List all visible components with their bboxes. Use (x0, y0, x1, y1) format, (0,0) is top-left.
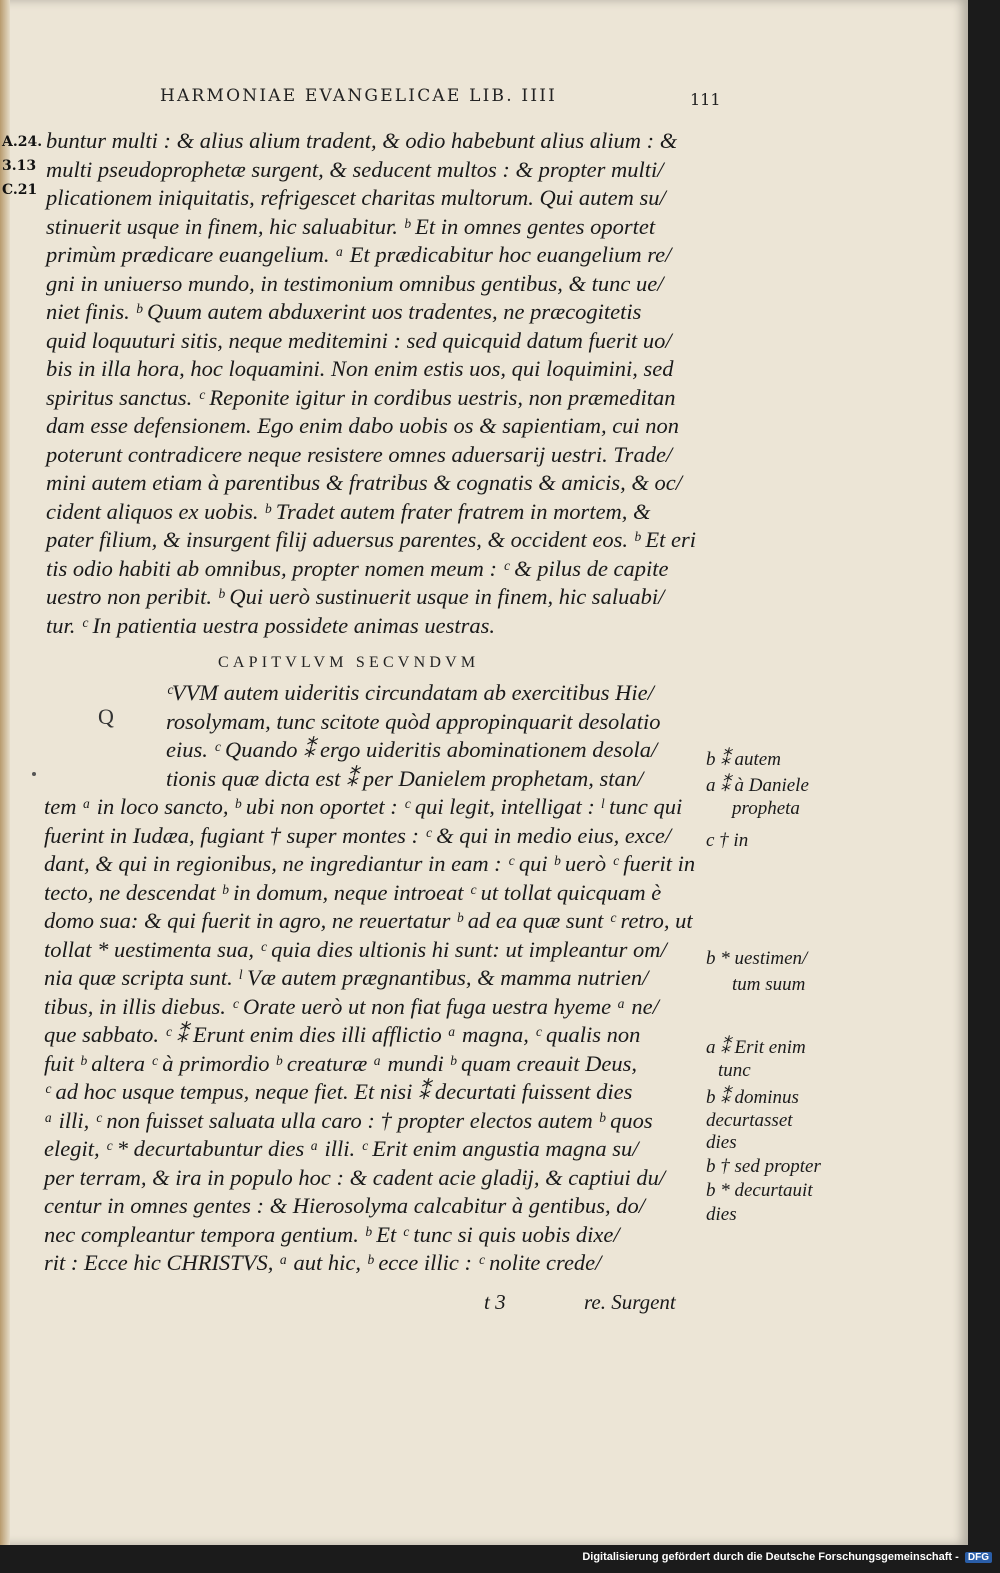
text-line: mini autem etiam à parentibus & fratribus & cognatis & amicis, & oc/ (46, 470, 683, 495)
page-edge (0, 0, 10, 1545)
text-line: dant, & qui in regionibus, ne ingrediantur in eam : ᶜ qui ᵇ uerò ᶜ fuerit in (44, 851, 696, 876)
text-line: uestro non peribit. ᵇ Qui uerò sustinuerit usque in finem, hic saluabi/ (46, 584, 665, 609)
text-line: centur in omnes gentes : & Hierosolyma calcabitur à gentibus, do/ (44, 1193, 645, 1218)
marginal-note: b † sed propter (706, 1156, 821, 1177)
text-line: per terram, & ira in populo hoc : & cadent acie gladij, & captiui du/ (44, 1164, 666, 1190)
text-line: primùm prædicare euangelium. ᵃ Et prædicabitur hoc euangelium re/ (46, 242, 672, 267)
text-line: buntur multi : & alius alium tradent, & odio habebunt alius alium : & (46, 128, 678, 153)
initial-mark: Q (98, 704, 114, 729)
text-line: fuit ᵇ altera ᶜ à primordio ᵇ creaturæ ᵃ mundi ᵇ quam creauit Deus, (44, 1050, 638, 1076)
text-line: ᶜVVM autem uideritis circundatam ab exercitibus Hie/ (166, 680, 654, 705)
text-line: tem ᵃ in loco sancto, ᵇ ubi non oportet : ᶜ qui legit, intelligat : ˡ tunc qui (44, 794, 683, 819)
margin-ref: 3.13 (2, 158, 37, 174)
marginal-note: dies (706, 1132, 737, 1153)
text-line: rit : Ecce hic CHRISTVS, ᵃ aut hic, ᵇ ecce illic : ᶜ nolite crede/ (44, 1250, 602, 1275)
funding-credit (582, 1551, 992, 1563)
text-line: nec compleantur tempora gentium. ᵇ Et ᶜ tunc si quis uobis dixe/ (44, 1221, 620, 1247)
text-line: multi pseudoprophetæ surgent, & seducent multos : & propter multi/ (46, 156, 664, 182)
text-line: tollat * uestimenta sua, ᶜ quia dies ultionis hi sunt: ut impleantur om/ (44, 936, 667, 962)
text-line: tecto, ne descendat ᵇ in domum, neque introeat ᶜ ut tollat quicquam è (44, 879, 662, 905)
signature-mark: t 3 (484, 1290, 506, 1314)
text-line: nia quæ scripta sunt. ˡ Væ autem prægnantibus, & mamma nutrien/ (44, 965, 649, 990)
text-line: plicationem iniquitatis, refrigescet charitas multorum. Qui autem su/ (46, 185, 666, 210)
text-line: bis in illa hora, hoc loquamini. Non enim estis uos, qui loquimini, sed (46, 356, 674, 381)
funding-text: Digitalisierung gefördert durch die Deutsche Forschungsgemeinschaft - (582, 1551, 959, 1563)
text-line: spiritus sanctus. ᶜ Reponite igitur in cordibus uestris, non præmeditan (46, 384, 676, 410)
marginal-note: c † in (706, 830, 749, 851)
marginal-note: b ⁑ dominus (706, 1087, 799, 1108)
text-line: cident aliquos ex uobis. ᵇ Tradet autem frater fratrem in mortem, & (46, 498, 651, 524)
ink-dot (32, 772, 36, 776)
text-line: que sabbato. ᶜ ⁑ Erunt enim dies illi afflictio ᵃ magna, ᶜ qualis non (44, 1022, 641, 1047)
marginal-note: tunc (718, 1060, 751, 1081)
marginal-note: b ⁑ autem (706, 749, 781, 770)
text-line: stinuerit usque in finem, hic saluabitur. ᵇ Et in omnes gentes oportet (46, 213, 656, 239)
text-line: dam esse defensionem. Ego enim dabo uobis os & sapientiam, cui non (46, 413, 680, 438)
text-line: ᵃ illi, ᶜ non fuisset saluata ulla caro : † propter electos autem ᵇ quos (44, 1107, 653, 1133)
text-line: tionis quæ dicta est ⁑ per Danielem prophetam, stan/ (166, 765, 644, 791)
text-line: eius. ᶜ Quando ⁑ ergo uideritis abominationem desola/ (166, 737, 658, 762)
dfg-logo: DFG (965, 1552, 992, 1563)
text-line: niet finis. ᵇ Quum autem abduxerint uos tradentes, ne præcogitetis (46, 299, 642, 324)
text-line: ᶜ ad hoc usque tempus, neque fiet. Et nisi ⁑ decurtati fuissent dies (44, 1079, 633, 1104)
marginal-note: decurtasset (706, 1110, 793, 1131)
marginal-note: propheta (732, 798, 800, 819)
text-line: rosolymam, tunc scitote quòd appropinquarit desolatio (166, 708, 661, 734)
marginal-note: dies (706, 1204, 737, 1225)
text-line: poterunt contradicere neque resistere omnes aduersarij uestri. Trade/ (46, 441, 673, 467)
folio-number: 111 (690, 90, 721, 109)
catchword: re. Surgent (584, 1290, 676, 1314)
text-line: fuerint in Iudæa, fugiant † super montes : ᶜ & qui in medio eius, exce/ (44, 822, 672, 848)
chapter-heading: CAPITVLVM SECVNDVM (218, 654, 480, 671)
marginal-note: b * decurtauit (706, 1180, 813, 1201)
marginal-note: b * uestimen/ (706, 948, 808, 969)
text-line: pater filium, & insurgent filij aduersus parentes, & occident eos. ᵇ Et eri (46, 527, 696, 552)
text-line: tur. ᶜ In patientia uestra possidete animas uestras. (46, 612, 496, 638)
marginal-note: a ⁑ à Daniele (706, 775, 809, 796)
text-line: tibus, in illis diebus. ᶜ Orate uerò ut non fiat fuga uestra hyeme ᵃ ne/ (44, 993, 659, 1019)
margin-ref: A.24. (2, 134, 43, 150)
marginal-note: tum suum (732, 974, 806, 995)
text-line: gni in uniuerso mundo, in testimonium omnibus gentibus, & tunc ue/ (46, 270, 664, 296)
text-line: tis odio habiti ab omnibus, propter nomen meum : ᶜ & pilus de capite (46, 555, 669, 581)
margin-ref: C.21 (2, 182, 38, 198)
text-line: elegit, ᶜ * decurtabuntur dies ᵃ illi. ᶜ Erit enim angustia magna su/ (44, 1136, 639, 1161)
text-line: quid loquuturi sitis, neque meditemini : sed quicquid datum fuerit uo/ (46, 327, 672, 353)
main-text-block (46, 128, 726, 641)
chapter-text-block (44, 680, 724, 1279)
text-line: domo sua: & qui fuerit in agro, ne reuertatur ᵇ ad ea quæ sunt ᶜ retro, ut (44, 908, 693, 933)
marginal-note: a ⁑ Erit enim (706, 1037, 806, 1058)
running-head: HARMONIAE EVANGELICAE LIB. IIII (160, 86, 558, 106)
